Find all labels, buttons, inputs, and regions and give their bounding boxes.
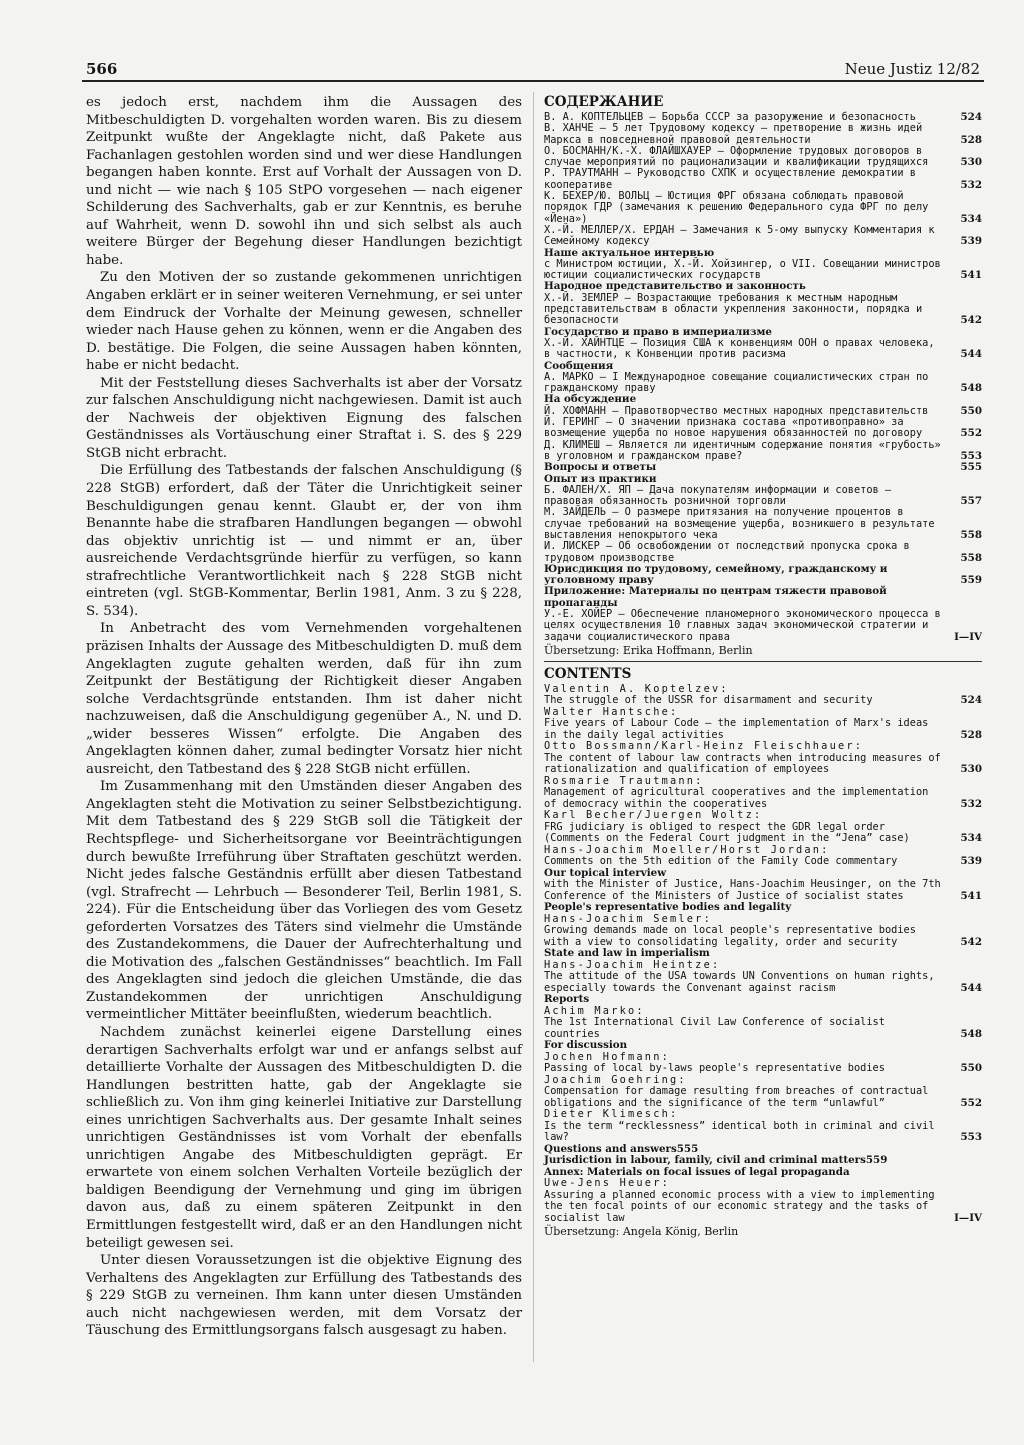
contents-entry-text: Й. ГЕРИНГ — О значении признака состава «противоправно» за возмещение ущерба по новое нарушения обязанностей по договору <box>544 416 923 440</box>
contents-entry-text: Б. ФАЛЕН/Х. ЯП — Дача покупателям информации и советов — правовая обязанность розничной торговли <box>544 483 892 508</box>
contents-page-number: 544 <box>960 981 982 994</box>
contents-entry <box>544 507 982 541</box>
contents-ru-heading: СОДЕРЖАНИЕ <box>544 94 664 110</box>
contents-page-number: 548 <box>960 382 982 395</box>
contents-entry <box>544 293 982 327</box>
contents-entry <box>544 879 982 902</box>
contents-page-number: 541 <box>960 269 982 282</box>
contents-entry <box>544 123 982 146</box>
contents-category: Народное представительство и законность <box>544 280 806 293</box>
contents-page-number: 528 <box>960 728 982 741</box>
journal-title: Neue Justiz 12/82 <box>844 60 980 78</box>
contents-page-number: 552 <box>960 1096 982 1109</box>
contents-page-number: 524 <box>960 111 982 123</box>
contents-page-number: 552 <box>960 427 982 440</box>
contents-entry <box>544 168 982 191</box>
contents-author: Achim Marko: <box>544 1004 645 1017</box>
contents-entry-text: Х.-Й. ХАЙНТЦЕ — Позиция США к конвенциям ООН о правах человека, в частности, к Конвенции против расизма <box>544 336 935 361</box>
contents-author: Uwe-Jens Heuer: <box>544 1177 670 1190</box>
article-paragraph: Zu den Motiven der so zustande gekommenen unrichtigen Angaben erklärt er in seiner weiteren Vernehmung, er sei unter dem Eindruck der Vorhalte der Meinung gewesen, schneller wieder nach Hause gehen zu können, wenn er die Angaben des D. bestätige. Die Folgen, die seine Aussagen haben könnten, habe er nicht bedacht. <box>86 270 522 374</box>
contents-page-number: 532 <box>960 178 982 191</box>
contents-category: На обсуждение <box>544 393 637 406</box>
contents-entry-text: с Министром юстиции, Х.-Й. Хойзингер, о VII. Совещании министров юстиции социалистических государств <box>544 257 941 282</box>
contents-entry <box>544 695 982 707</box>
contents-entry-text: Х.-Й. МЕЛЛЕР/Х. ЕРДАН — Замечания к 5-ому выпуску Комментария к Семейному кодексу <box>544 223 935 248</box>
article-paragraph: Mit der Feststellung dieses Sachverhalts ist aber der Vorsatz zur falschen Anschuldigung nicht nachgewiesen. Damit ist auch der Nachweis der objektiven Eignung des falschen Geständnisses als Vortäuschung einer Straftat i. S. des § 229 StGB nicht erbracht. <box>86 375 522 461</box>
contents-author: Walter Hantsche: <box>544 705 679 718</box>
contents-entry-text: Д. КЛИМЕШ — Является ли идентичным содержание понятия «грубость» в уголовном и гражданском праве? <box>544 438 941 462</box>
contents-entry-text: И. ЛИСКЕР — Об освобождении от последствий пропуска срока в трудовом производстве <box>544 540 910 564</box>
contents-author: Rosmarie Trautmann: <box>544 774 704 787</box>
header-rule <box>82 80 984 82</box>
contents-category: State and law in imperialism <box>544 947 710 960</box>
contents-entry <box>544 440 982 463</box>
contents-entry <box>544 586 982 609</box>
contents-entry-text: Growing demands made on local people's representative bodies with a view to consolidating legality, order and security <box>544 924 916 948</box>
contents-author: Joachim Goehring: <box>544 1073 687 1086</box>
contents-category: Юрисдикция по трудовому, семейному, гражданскому и уголовному праву <box>544 562 888 587</box>
contents-page-number: 534 <box>960 832 982 845</box>
contents-entry-text: The struggle of the USSR for disarmament and security <box>544 694 873 707</box>
contents-page-number: 559 <box>960 574 982 587</box>
contents-page-number: 553 <box>960 1131 982 1144</box>
contents-en-heading: CONTENTS <box>544 665 632 682</box>
contents-page-number: 558 <box>960 528 982 541</box>
contents-entry <box>544 191 982 225</box>
contents-entry-text: Х.-Й. ЗЕМЛЕР — Возрастающие требования к местным народным представительствам в области укрепления законности, порядка и безопасности <box>544 291 923 327</box>
contents-author: Valentin A. Koptelzev: <box>544 682 729 695</box>
contents-entry-text: The attitude of the USA towards UN Conventions on human rights, especially towards the Convenant against racism <box>544 970 935 994</box>
contents-entry-text: with the Minister of Justice, Hans-Joachim Heusinger, on the 7th Conference of the Ministers of Justice of socialist states <box>544 878 941 902</box>
article-paragraph: Im Zusammenhang mit den Umständen dieser Angaben des Angeklagten steht die Motivation zu seiner Selbstbezichtigung. Mit dem Tatbestand des § 229 StGB soll die Tätigkeit der Rechtspflege- und Sicherheitsorgane vor Beeinträchtigungen durch bewußte Irreführung über Straftaten geschützt werden. Nicht jedes falsche Geständnis erfüllt aber diesen Tatbestand (vgl. Strafrecht — Lehrbuch — Besonderer Teil, Berlin 1981, S. 224). Für die Entscheidung über das Vorliegen des vom Gesetz geforderten Vorsatzes des Täters sind vielmehr die Umstände des Zustandekommens, die Dauer der Aufrechterhaltung und die Motivation des „falschen Geständnisses“ beachtlich. Im Fall des Angeklagten sind jedoch die gleichen Umstände, die das Zustandekommen der unrichtigen Anschuldigung vermeintlicher Mittäter beeinflußten, wiederum beachtlich. <box>86 779 522 1023</box>
contents-column <box>544 94 982 1239</box>
contents-ru-list <box>544 112 982 643</box>
article-paragraph: Nachdem zunächst keinerlei eigene Darstellung eines derartigen Sachverhalts erfolgt war und er anfangs selbst auf detaillierte Vorhalte der Aussagen des Mitbeschuldigten D. die Handlungen bestritten hatte, gab der Angeklagte sie schließlich zu. Von ihm ging keinerlei Initiative zur Darstellung eines unrichtigen Sachverhalts aus. Der gesamte Inhalt seines unrichtigen Geständnisses ist vom Vorhalt der ebenfalls unrichtigen Angabe des Mitbeschuldigten geprägt. Er erwartete von einem solchen Verhalten Vorteile bezüglich der baldigen Beendigung der Vernehmung und ging im übrigen davon aus, daß zu einem späteren Zeitpunkt in den Ermittlungen festgestellt wird, daß er an den Handlungen nicht beteiligt gewesen sei. <box>86 1024 522 1251</box>
article-paragraph: In Anbetracht des vom Vernehmenden vorgehaltenen präzisen Inhalts der Aussage des Mitbeschuldigten D. muß dem Angeklagten zugute gehalten werden, daß für ihn zum Zeitpunkt der Bestätigung der Richtigkeit dieser Angaben solche Verdachtsgründe entstanden. Ihm ist daher nicht nachzuweisen, daß die Anschuldigung gegenüber A., N. und D. „wider besseres Wissen“ erfolgte. Die Angaben des Angeklagten können daher, zumal bedingter Vorsatz hier nicht ausreicht, den Tatbestand des § 228 StGB nicht erfüllen. <box>86 621 522 777</box>
translator-credit-ru: Übersetzung: Erika Hoffmann, Berlin <box>544 643 753 657</box>
contents-page-number: 557 <box>960 495 982 508</box>
contents-page-number: 555 <box>960 461 982 474</box>
contents-page-number: I—IV <box>954 1211 982 1224</box>
contents-separator <box>544 661 982 662</box>
contents-page-number: 544 <box>960 348 982 361</box>
contents-entry <box>544 225 982 248</box>
contents-entry <box>544 564 982 587</box>
contents-page-number: 539 <box>960 855 982 868</box>
contents-entry-text: The content of labour law contracts when introducing measures of rationalization and qualification of employees <box>544 751 941 776</box>
contents-entry-text: М. ЗАЙДЕЛЬ — О размере притязания на получение процентов в случае требований на возмещение ущерба, возникшего в результате выставления непокрытого чека <box>544 506 935 541</box>
contents-category: Annex: Materials on focal issues of legal propaganda <box>544 1165 850 1178</box>
contents-page-number: 550 <box>960 404 982 417</box>
contents-page-number: 528 <box>960 133 982 146</box>
contents-category: Наше актуальное интервью <box>544 246 715 259</box>
contents-entry <box>544 146 982 169</box>
contents-entry <box>544 485 982 508</box>
contents-entry-text: Compensation for damage resulting from breaches of contractual obligations and the significance of the term “unlawful” <box>544 1085 929 1109</box>
contents-category: For discussion <box>544 1039 628 1052</box>
contents-entry-text: У.-Е. ХОЙЕР — Обеспечение планомерного экономического процесса в целях осуществления 10 главных задач экономической стратегии и задачи социалистического права <box>544 608 941 643</box>
contents-entry-text: О. БОСМАНН/К.-Х. ФЛАЙШХАУЕР — Оформление трудовых договоров в случае мероприятий по рационализации и квалификации трудящихся <box>544 144 929 169</box>
contents-page-number: 548 <box>960 1027 982 1040</box>
contents-entry-text: А. МАРКО — I Международное совещание социалистических стран по гражданскому праву <box>544 370 929 395</box>
contents-entry-text: Five years of Labour Code — the implementation of Marx's ideas in the daily legal activities <box>544 717 929 741</box>
contents-entry <box>544 925 982 948</box>
contents-page-number: 555 <box>676 1142 699 1155</box>
contents-entry-text: К. БЕХЕР/Ю. ВОЛЬЦ — Юстиция ФРГ обязана соблюдать правовой порядок ГДР (замечания к решению Федерального суда ФРГ по делу «Йена») <box>544 190 929 225</box>
contents-page-number: I—IV <box>954 630 982 643</box>
page-number: 566 <box>86 60 118 78</box>
contents-page-number: 534 <box>960 212 982 225</box>
contents-entry <box>544 1017 982 1040</box>
contents-category: Государство и право в империализме <box>544 325 772 338</box>
contents-entry-text: Passing of local by-laws people's representative bodies <box>544 1062 885 1075</box>
contents-entry <box>544 462 982 473</box>
contents-entry-text: В. ХАНЧЕ — 5 лет Трудовому кодексу — претворение в жизнь идей Маркса в повседневной правовой деятельности <box>544 122 923 146</box>
contents-entry-text: FRG judiciary is obliged to respect the GDR legal order (Comments on the Federal Court judgment in the “Jena” case) <box>544 820 910 845</box>
contents-entry <box>544 718 982 741</box>
contents-entry-text: Management of agricultural cooperatives and the implementation of democracy within the cooperatives <box>544 786 929 810</box>
article-paragraph: Unter diesen Voraussetzungen ist die objektive Eignung des Verhaltens des Angeklagten zur Erfüllung des Tatbestands des § 229 StGB zu verneinen. Ihm kann unter diesen Umständen auch nicht nachgewiesen werden, mit dem Vorsatz der Täuschung des Ermittlungsorgans falsch ausgesagt zu haben. <box>86 1253 522 1339</box>
contents-page-number: 530 <box>960 156 982 169</box>
contents-category: Jurisdiction in labour, family, civil and criminal matters559 <box>544 1154 888 1167</box>
contents-entry <box>544 372 982 395</box>
contents-entry-text: Is the term “recklessness” identical both in criminal and civil law? <box>544 1119 935 1144</box>
contents-entry <box>544 1086 982 1109</box>
contents-page-number: 532 <box>960 797 982 810</box>
contents-page-number: 539 <box>960 235 982 248</box>
contents-entry <box>544 1063 982 1075</box>
contents-author: Hans-Joachim Moeller/Horst Jordan: <box>544 843 830 856</box>
contents-page-number: 559 <box>865 1154 888 1167</box>
contents-page-number: 541 <box>960 889 982 902</box>
article-paragraph: Die Erfüllung des Tatbestands der falschen Anschuldigung (§ 228 StGB) erfordert, daß der Täter die Unrichtigkeit seiner Beschuldigungen genau kennt. Glaubt er, der von ihm Benannte habe die strafbaren Handlungen begangen — obwohl das objektiv unrichtig ist — und nimmt er an, über ausreichende Verdachtsgründe hierfür zu verfügen, so kann strafrechtliche Verantwortlichkeit nach § 228 StGB nicht eintreten (vgl. StGB-Kommentar, Berlin 1981, Anm. 3 zu § 228, S. 534). <box>86 463 522 619</box>
contents-page-number: 542 <box>960 935 982 948</box>
contents-page-number: 524 <box>960 694 982 707</box>
contents-author: Karl Becher/Juergen Woltz: <box>544 809 763 822</box>
article-paragraph: es jedoch erst, nachdem ihm die Aussagen des Mitbeschuldigten D. vorgehalten worden waren. Bis zu diesem Zeitpunkt wußte der Angeklagte nicht, daß Pakete aus Fachanlagen gestohlen worden sind und wer diese Handlungen begangen haben konnte. Erst auf Vorhalt der Aussagen von D. und nicht — wie nach § 105 StPO vorgesehen — nach eigener Schilderung des Sachverhalts, gab er zur Kenntnis, es beruhe auf Wahrheit, wenn D. sowohl ihn und sich selbst als auch weitere Bürger der Begehung dieser Handlungen bezichtigt habe. <box>86 95 522 268</box>
article-column <box>86 94 522 1340</box>
column-divider <box>533 92 534 1362</box>
contents-page-number: 550 <box>960 1062 982 1075</box>
contents-entry <box>544 753 982 776</box>
contents-entry <box>544 1190 982 1225</box>
contents-category: Приложение: Материалы по центрам тяжести правовой пропаганды <box>544 585 887 609</box>
contents-entry <box>544 259 982 282</box>
contents-entry <box>544 338 982 361</box>
contents-en-list <box>544 684 982 1225</box>
contents-entry-text: Comments on the 5th edition of the Family Code commentary <box>544 855 898 868</box>
contents-entry-text: Й. ХОФМАНН — Правотворчество местных народных представительств <box>544 404 929 417</box>
contents-entry <box>544 971 982 994</box>
contents-author: Hans-Joachim Heintze: <box>544 958 721 971</box>
contents-page-number: 558 <box>960 551 982 564</box>
contents-entry-text: Р. ТРАУТМАНН — Руководство СХПК и осуществление демократии в кооперативе <box>544 167 916 191</box>
contents-page-number: 553 <box>960 449 982 462</box>
contents-entry-text: Assuring a planned economic process with a view to implementing the ten focal points of our economic strategy and the tasks of socialist law <box>544 1188 935 1224</box>
contents-category: Опыт из практики <box>544 472 657 485</box>
contents-category: People's representative bodies and legality <box>544 901 792 914</box>
contents-page-number: 530 <box>960 763 982 776</box>
contents-category: Reports <box>544 993 590 1006</box>
contents-entry <box>544 541 982 564</box>
contents-entry <box>544 609 982 643</box>
contents-entry-text: The 1st International Civil Law Conference of socialist countries <box>544 1016 885 1040</box>
contents-category: Вопросы и ответы <box>544 461 657 474</box>
contents-entry <box>544 1121 982 1144</box>
contents-entry <box>544 417 982 440</box>
contents-author: Jochen Hofmann: <box>544 1050 670 1063</box>
contents-entry-text: В. А. КОПТЕЛЬЦЕВ — Борьба СССР за разоружение и безопасность <box>544 111 916 123</box>
translator-credit-en: Übersetzung: Angela König, Berlin <box>544 1225 739 1239</box>
contents-category: Сообщения <box>544 359 614 372</box>
contents-author: Otto Bossmann/Karl-Heinz Fleischhauer: <box>544 740 864 753</box>
contents-page-number: 542 <box>960 314 982 327</box>
contents-entry <box>544 822 982 845</box>
contents-entry <box>544 787 982 810</box>
contents-category: Our topical interview <box>544 866 667 879</box>
contents-entry <box>544 856 982 868</box>
contents-author: Dieter Klimesch: <box>544 1108 679 1121</box>
contents-author: Hans-Joachim Semler: <box>544 912 712 925</box>
contents-category: Questions and answers555 <box>544 1142 699 1155</box>
